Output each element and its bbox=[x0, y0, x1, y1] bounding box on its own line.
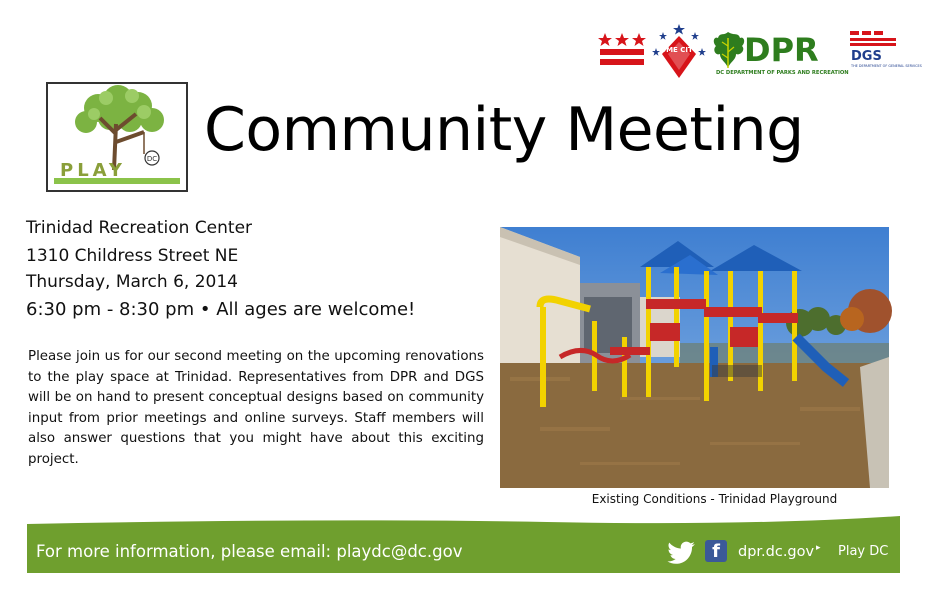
event-date: Thursday, March 6, 2014 bbox=[26, 272, 238, 292]
home-city-seal-logo bbox=[650, 22, 708, 80]
dgs-logo-subtitle: THE DEPARTMENT OF GENERAL SERVICES bbox=[851, 64, 922, 68]
dgs-logo-text: DGS bbox=[851, 49, 882, 64]
footer-play-dc-link[interactable]: Play DC bbox=[838, 544, 889, 559]
footer-site-link[interactable]: dpr.dc.gov bbox=[738, 544, 815, 560]
play-dc-logo bbox=[46, 82, 188, 192]
playground-photo bbox=[500, 227, 889, 488]
arrow-right-icon: ▸ bbox=[816, 543, 821, 553]
event-time: 6:30 pm - 8:30 pm • All ages are welcome! bbox=[26, 299, 416, 320]
dgs-logo bbox=[850, 30, 922, 72]
page-title: Community Meeting bbox=[204, 95, 804, 165]
photo-caption: Existing Conditions - Trinidad Playground bbox=[591, 492, 838, 506]
footer-email-text: For more information, please email: playdc@dc.gov bbox=[36, 542, 463, 561]
dpr-logo-subtitle: DC DEPARTMENT OF PARKS AND RECREATION bbox=[716, 70, 849, 76]
dpr-logo-text: DPR bbox=[744, 31, 819, 69]
dc-flag-logo bbox=[600, 31, 644, 67]
twitter-icon[interactable] bbox=[666, 540, 696, 566]
facebook-icon[interactable]: f bbox=[705, 540, 727, 562]
seal-text: OME CITY bbox=[660, 46, 698, 54]
event-description: Please join us for our second meeting on the upcoming renovations to the play space at Trinidad. Representatives from DPR and DGS will be on hand to present conceptual designs based on community input from prior meetings and online surveys. Staff members will also answer questions that you might have about this exciting project. bbox=[28, 349, 484, 467]
dpr-logo bbox=[714, 28, 849, 76]
play-dc-badge: DC bbox=[146, 155, 158, 163]
play-dc-logo-text: PLAY bbox=[60, 160, 126, 181]
event-venue: Trinidad Recreation Center bbox=[26, 218, 253, 238]
event-address: 1310 Childress Street NE bbox=[26, 246, 239, 266]
